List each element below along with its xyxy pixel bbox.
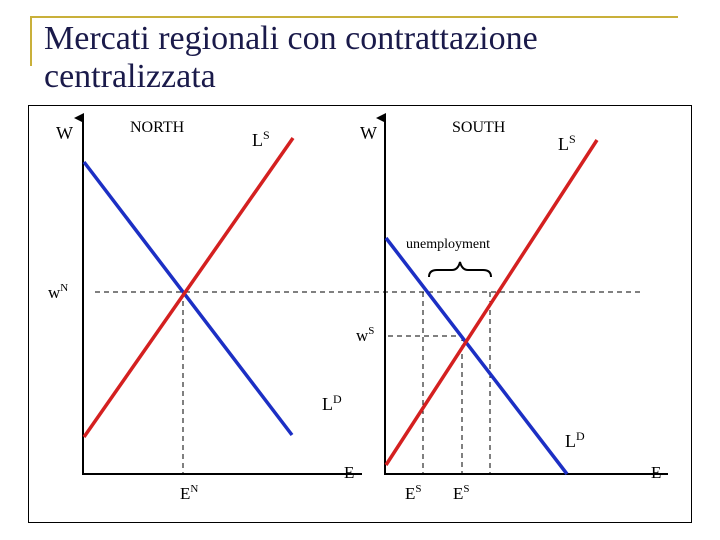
slide-title: Mercati regionali con contrattazione centralizzata xyxy=(44,20,538,95)
south-heading: SOUTH xyxy=(452,119,506,136)
north-supply-curve xyxy=(84,138,293,437)
unemployment-label: unemployment xyxy=(406,237,490,252)
north-employment-label: $E^N$ xyxy=(180,483,199,503)
south-employment-label-2: $E^S$ xyxy=(453,483,470,503)
north-x-axis-label: E xyxy=(344,463,355,482)
north-supply-label: $L^S$ xyxy=(252,128,270,150)
south-demand-curve xyxy=(386,238,567,474)
south-x-axis-label: E xyxy=(651,463,662,482)
south-employment-label-1: $E^S$ xyxy=(405,483,422,503)
south-supply-curve xyxy=(386,140,597,465)
north-y-axis-label: W xyxy=(56,123,73,143)
north-demand-label: $L^D$ xyxy=(322,392,342,414)
north-heading: NORTH xyxy=(130,119,185,136)
south-y-axis-label: W xyxy=(360,123,377,143)
unemployment-brace xyxy=(429,262,491,277)
south-wage-label: $w^S$ xyxy=(356,325,375,345)
south-supply-label: $L^S$ xyxy=(558,132,576,154)
south-demand-label: $L^D$ xyxy=(565,429,585,451)
north-wage-label: $w^N$ xyxy=(48,282,69,302)
